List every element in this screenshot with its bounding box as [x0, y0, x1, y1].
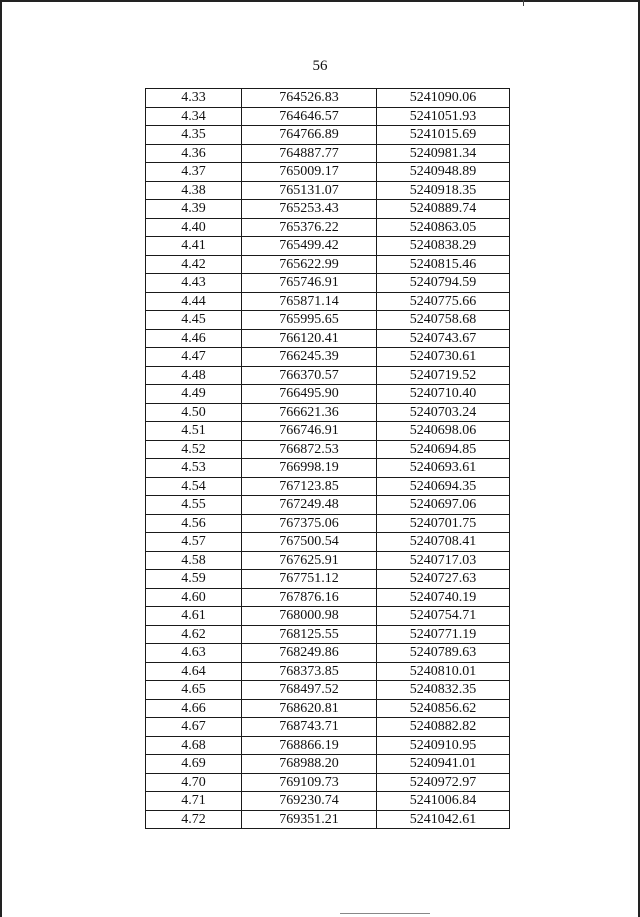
point-number-cell: 4.51 [146, 422, 242, 441]
y-coordinate-cell: 5241015.69 [377, 126, 510, 145]
table-row [146, 366, 510, 385]
x-coordinate-cell: 768620.81 [242, 699, 377, 718]
y-coordinate-cell: 5240754.71 [377, 607, 510, 626]
point-number-cell: 4.65 [146, 681, 242, 700]
y-coordinate-cell: 5240948.89 [377, 163, 510, 182]
y-coordinate-cell: 5240758.68 [377, 311, 510, 330]
table-row [146, 181, 510, 200]
x-coordinate-cell: 769109.73 [242, 773, 377, 792]
point-number-cell: 4.48 [146, 366, 242, 385]
y-coordinate-cell: 5240882.82 [377, 718, 510, 737]
x-coordinate-cell: 766495.90 [242, 385, 377, 404]
x-coordinate-cell: 765009.17 [242, 163, 377, 182]
y-coordinate-cell: 5240775.66 [377, 292, 510, 311]
page-edge-top [0, 0, 640, 2]
x-coordinate-cell: 764526.83 [242, 89, 377, 108]
point-number-cell: 4.67 [146, 718, 242, 737]
point-number-cell: 4.58 [146, 551, 242, 570]
point-number-cell: 4.52 [146, 440, 242, 459]
table-row [146, 144, 510, 163]
y-coordinate-cell: 5240693.61 [377, 459, 510, 478]
coordinates-table-body [146, 89, 510, 829]
y-coordinate-cell: 5240743.67 [377, 329, 510, 348]
point-number-cell: 4.43 [146, 274, 242, 293]
x-coordinate-cell: 765131.07 [242, 181, 377, 200]
x-coordinate-cell: 765871.14 [242, 292, 377, 311]
table-row [146, 792, 510, 811]
x-coordinate-cell: 765746.91 [242, 274, 377, 293]
y-coordinate-cell: 5240863.05 [377, 218, 510, 237]
y-coordinate-cell: 5240981.34 [377, 144, 510, 163]
x-coordinate-cell: 766998.19 [242, 459, 377, 478]
table-row [146, 292, 510, 311]
x-coordinate-cell: 765376.22 [242, 218, 377, 237]
point-number-cell: 4.34 [146, 107, 242, 126]
x-coordinate-cell: 768743.71 [242, 718, 377, 737]
table-row [146, 218, 510, 237]
table-row [146, 477, 510, 496]
point-number-cell: 4.39 [146, 200, 242, 219]
x-coordinate-cell: 767876.16 [242, 588, 377, 607]
y-coordinate-cell: 5241090.06 [377, 89, 510, 108]
x-coordinate-cell: 768988.20 [242, 755, 377, 774]
table-row [146, 255, 510, 274]
point-number-cell: 4.64 [146, 662, 242, 681]
point-number-cell: 4.69 [146, 755, 242, 774]
x-coordinate-cell: 765622.99 [242, 255, 377, 274]
y-coordinate-cell: 5240941.01 [377, 755, 510, 774]
point-number-cell: 4.40 [146, 218, 242, 237]
point-number-cell: 4.56 [146, 514, 242, 533]
table-row [146, 274, 510, 293]
point-number-cell: 4.57 [146, 533, 242, 552]
point-number-cell: 4.36 [146, 144, 242, 163]
table-row [146, 237, 510, 256]
x-coordinate-cell: 769230.74 [242, 792, 377, 811]
y-coordinate-cell: 5240694.35 [377, 477, 510, 496]
table-row [146, 348, 510, 367]
x-coordinate-cell: 764646.57 [242, 107, 377, 126]
y-coordinate-cell: 5240794.59 [377, 274, 510, 293]
y-coordinate-cell: 5240810.01 [377, 662, 510, 681]
table-row [146, 773, 510, 792]
y-coordinate-cell: 5240789.63 [377, 644, 510, 663]
table-row [146, 736, 510, 755]
x-coordinate-cell: 766120.41 [242, 329, 377, 348]
x-coordinate-cell: 767625.91 [242, 551, 377, 570]
table-row [146, 644, 510, 663]
y-coordinate-cell: 5240717.03 [377, 551, 510, 570]
bottom-scan-line [340, 913, 430, 914]
point-number-cell: 4.45 [146, 311, 242, 330]
x-coordinate-cell: 766746.91 [242, 422, 377, 441]
table-row [146, 588, 510, 607]
table-row [146, 570, 510, 589]
point-number-cell: 4.61 [146, 607, 242, 626]
point-number-cell: 4.60 [146, 588, 242, 607]
table-row [146, 459, 510, 478]
x-coordinate-cell: 768125.55 [242, 625, 377, 644]
table-row [146, 422, 510, 441]
table-row [146, 329, 510, 348]
x-coordinate-cell: 764887.77 [242, 144, 377, 163]
page-number: 56 [312, 58, 328, 74]
x-coordinate-cell: 769351.21 [242, 810, 377, 829]
point-number-cell: 4.54 [146, 477, 242, 496]
y-coordinate-cell: 5240972.97 [377, 773, 510, 792]
y-coordinate-cell: 5241051.93 [377, 107, 510, 126]
y-coordinate-cell: 5240832.35 [377, 681, 510, 700]
y-coordinate-cell: 5240710.40 [377, 385, 510, 404]
y-coordinate-cell: 5240740.19 [377, 588, 510, 607]
y-coordinate-cell: 5240708.41 [377, 533, 510, 552]
y-coordinate-cell: 5240910.95 [377, 736, 510, 755]
point-number-cell: 4.55 [146, 496, 242, 515]
x-coordinate-cell: 765253.43 [242, 200, 377, 219]
table-row [146, 755, 510, 774]
point-number-cell: 4.66 [146, 699, 242, 718]
table-row [146, 311, 510, 330]
x-coordinate-cell: 766621.36 [242, 403, 377, 422]
y-coordinate-cell: 5240703.24 [377, 403, 510, 422]
table-row [146, 107, 510, 126]
table-row [146, 607, 510, 626]
coordinates-table [145, 88, 510, 829]
table-row [146, 551, 510, 570]
table-row [146, 403, 510, 422]
x-coordinate-cell: 768000.98 [242, 607, 377, 626]
point-number-cell: 4.38 [146, 181, 242, 200]
table-row [146, 200, 510, 219]
point-number-cell: 4.46 [146, 329, 242, 348]
y-coordinate-cell: 5240815.46 [377, 255, 510, 274]
table-row [146, 163, 510, 182]
point-number-cell: 4.70 [146, 773, 242, 792]
point-number-cell: 4.53 [146, 459, 242, 478]
table-row [146, 514, 510, 533]
point-number-cell: 4.62 [146, 625, 242, 644]
y-coordinate-cell: 5240719.52 [377, 366, 510, 385]
scan-mark [523, 0, 524, 6]
point-number-cell: 4.42 [146, 255, 242, 274]
x-coordinate-cell: 766370.57 [242, 366, 377, 385]
point-number-cell: 4.35 [146, 126, 242, 145]
x-coordinate-cell: 766245.39 [242, 348, 377, 367]
table-row [146, 625, 510, 644]
table-row [146, 681, 510, 700]
point-number-cell: 4.33 [146, 89, 242, 108]
point-number-cell: 4.72 [146, 810, 242, 829]
y-coordinate-cell: 5241006.84 [377, 792, 510, 811]
table-row [146, 496, 510, 515]
table-row [146, 89, 510, 108]
x-coordinate-cell: 767751.12 [242, 570, 377, 589]
table-row [146, 810, 510, 829]
point-number-cell: 4.59 [146, 570, 242, 589]
table-row [146, 699, 510, 718]
page-edge-left [0, 0, 2, 917]
point-number-cell: 4.68 [146, 736, 242, 755]
y-coordinate-cell: 5240694.85 [377, 440, 510, 459]
x-coordinate-cell: 765995.65 [242, 311, 377, 330]
point-number-cell: 4.49 [146, 385, 242, 404]
table-row [146, 440, 510, 459]
x-coordinate-cell: 768249.86 [242, 644, 377, 663]
x-coordinate-cell: 764766.89 [242, 126, 377, 145]
y-coordinate-cell: 5240838.29 [377, 237, 510, 256]
table-row [146, 126, 510, 145]
point-number-cell: 4.47 [146, 348, 242, 367]
y-coordinate-cell: 5240730.61 [377, 348, 510, 367]
x-coordinate-cell: 767249.48 [242, 496, 377, 515]
y-coordinate-cell: 5240727.63 [377, 570, 510, 589]
y-coordinate-cell: 5240856.62 [377, 699, 510, 718]
point-number-cell: 4.37 [146, 163, 242, 182]
y-coordinate-cell: 5240697.06 [377, 496, 510, 515]
point-number-cell: 4.50 [146, 403, 242, 422]
x-coordinate-cell: 768373.85 [242, 662, 377, 681]
y-coordinate-cell: 5241042.61 [377, 810, 510, 829]
x-coordinate-cell: 768866.19 [242, 736, 377, 755]
table-row [146, 718, 510, 737]
x-coordinate-cell: 766872.53 [242, 440, 377, 459]
x-coordinate-cell: 765499.42 [242, 237, 377, 256]
y-coordinate-cell: 5240918.35 [377, 181, 510, 200]
y-coordinate-cell: 5240771.19 [377, 625, 510, 644]
y-coordinate-cell: 5240698.06 [377, 422, 510, 441]
y-coordinate-cell: 5240889.74 [377, 200, 510, 219]
x-coordinate-cell: 767123.85 [242, 477, 377, 496]
table-row [146, 662, 510, 681]
y-coordinate-cell: 5240701.75 [377, 514, 510, 533]
x-coordinate-cell: 768497.52 [242, 681, 377, 700]
x-coordinate-cell: 767375.06 [242, 514, 377, 533]
x-coordinate-cell: 767500.54 [242, 533, 377, 552]
point-number-cell: 4.44 [146, 292, 242, 311]
point-number-cell: 4.63 [146, 644, 242, 663]
point-number-cell: 4.71 [146, 792, 242, 811]
table-row [146, 385, 510, 404]
point-number-cell: 4.41 [146, 237, 242, 256]
table-row [146, 533, 510, 552]
